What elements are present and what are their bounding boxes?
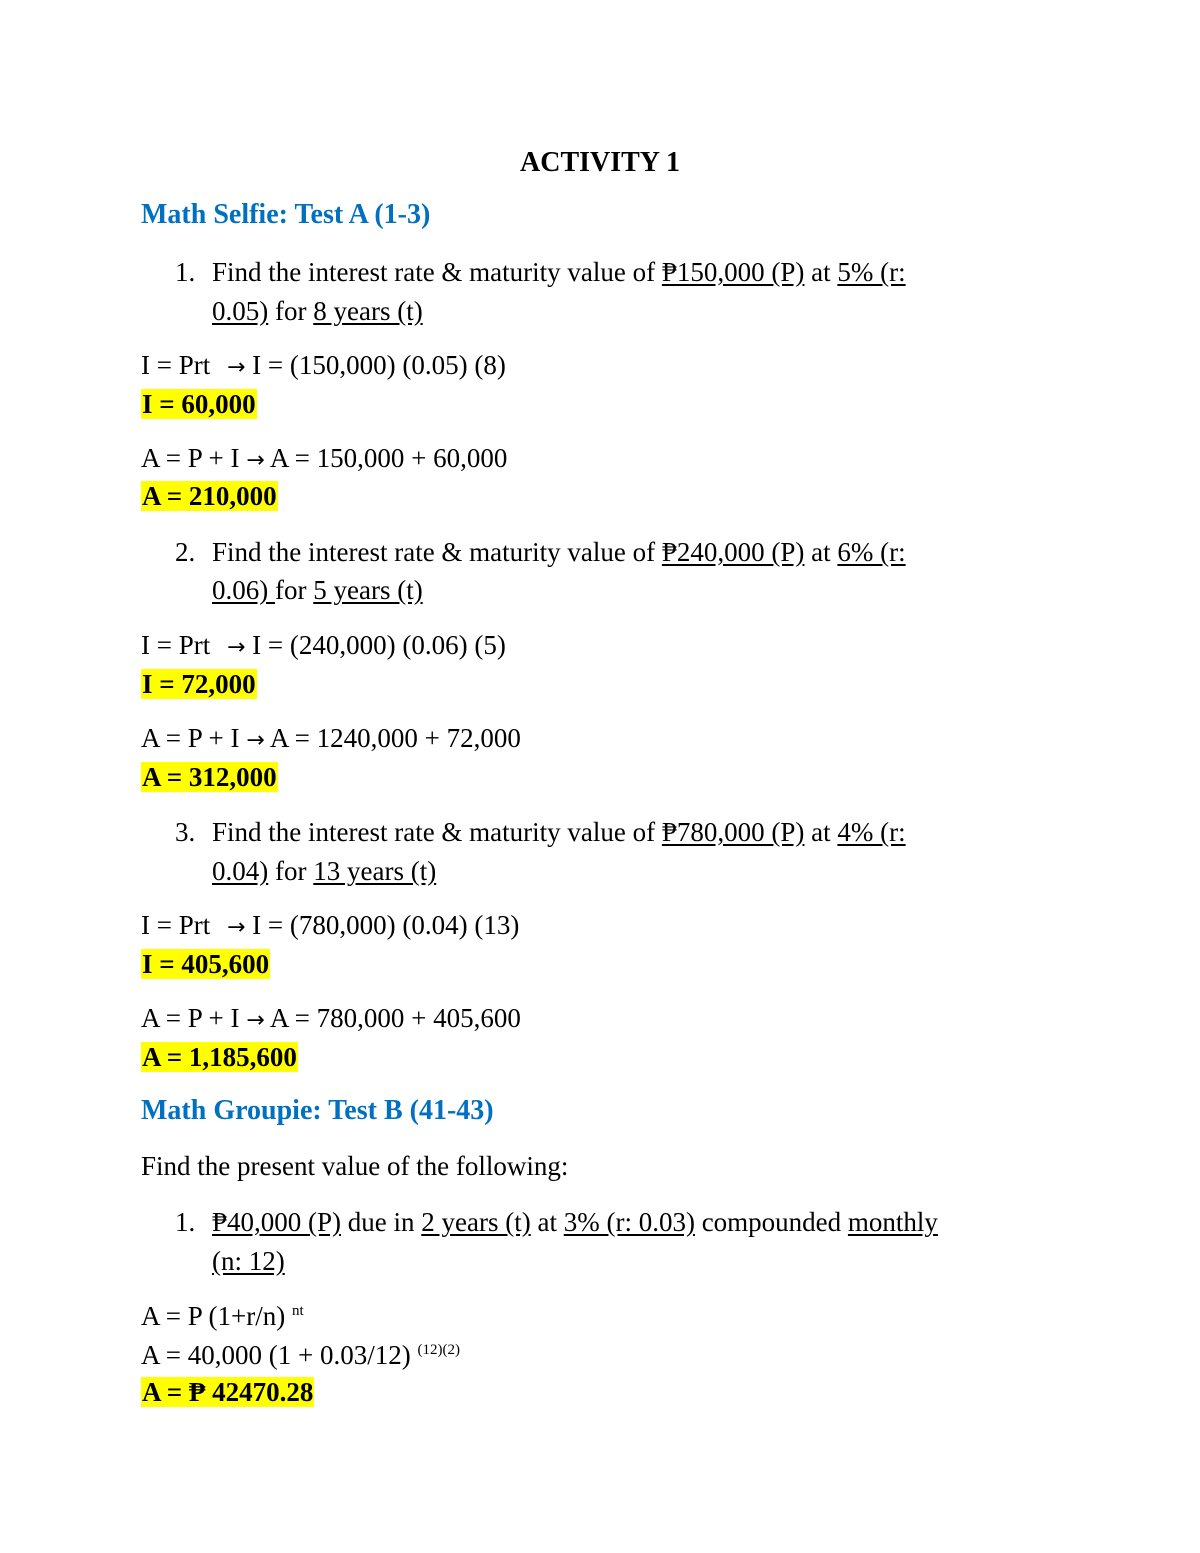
amount-formula: A = P + I	[141, 443, 240, 473]
problem-statement-line2	[212, 572, 423, 608]
highlighted-answer: A = 312,000	[142, 762, 277, 792]
problem-statement-line1	[212, 254, 906, 290]
interest-result	[141, 946, 270, 982]
time-value: 8 years (t)	[313, 296, 423, 326]
highlighted-answer: I = 72,000	[142, 669, 256, 699]
amount-formula: A = P + I	[141, 723, 240, 753]
rate-decimal: 0.05)	[212, 296, 269, 326]
highlighted-answer: A = 1,185,600	[142, 1042, 297, 1072]
amount-calculation	[141, 440, 507, 479]
interest-formula: I = Prt	[141, 350, 211, 380]
problem-number: 3.	[175, 817, 196, 847]
calc-base: A = 40,000 (1 + 0.03/12)	[141, 1340, 418, 1370]
calc-exponent: (12)(2)	[417, 1342, 460, 1358]
problem-statement-line1	[212, 814, 906, 850]
frequency-value: monthly	[847, 1207, 938, 1237]
problem-text: Find the interest rate & maturity value of	[212, 537, 662, 567]
problem-number: 2.	[175, 537, 196, 567]
principal-value: ₱780,000 (P)	[661, 817, 805, 847]
arrow-right-icon: →	[246, 448, 265, 473]
problem-number: 1.	[175, 257, 196, 287]
formula-exponent: nt	[291, 1303, 304, 1319]
problem-statement-line2	[212, 853, 436, 889]
interest-calculation	[141, 907, 519, 946]
problem-text: due in	[341, 1207, 422, 1237]
arrow-right-icon: →	[246, 1008, 265, 1033]
arrow-right-icon: →	[226, 915, 246, 940]
problem-text: for	[268, 856, 314, 886]
problem-text: at	[804, 817, 838, 847]
problem-statement-line1	[212, 1204, 938, 1240]
compound-result	[141, 1374, 314, 1410]
amount-calculation	[141, 720, 521, 759]
interest-calculation	[141, 627, 506, 666]
highlighted-answer: I = 405,600	[142, 949, 270, 979]
amount-result	[141, 1039, 298, 1075]
document-title: ACTIVITY 1	[520, 147, 680, 178]
arrow-right-icon: →	[246, 728, 265, 753]
interest-calc: I = (240,000) (0.06) (5)	[252, 630, 506, 660]
rate-value: 5% (r:	[837, 257, 906, 287]
interest-result	[141, 386, 257, 422]
problem-number: 1.	[175, 1207, 196, 1237]
principal-value: ₱150,000 (P)	[661, 257, 805, 287]
rate-value: 4% (r:	[837, 817, 906, 847]
time-value: 13 years (t)	[313, 856, 437, 886]
problem-text: compounded	[694, 1207, 848, 1237]
interest-calculation	[141, 347, 506, 386]
highlighted-answer: A = ₱ 42470.28	[142, 1377, 314, 1407]
problem-statement-line1	[212, 534, 906, 570]
amount-calc: A = 150,000 + 60,000	[269, 443, 508, 473]
interest-calc: I = (780,000) (0.04) (13)	[252, 910, 520, 940]
problem-text: Find the interest rate & maturity value of	[212, 817, 662, 847]
arrow-right-icon: →	[226, 635, 246, 660]
section-a-heading: Math Selfie: Test A (1-3)	[141, 199, 431, 230]
interest-calc: I = (150,000) (0.05) (8)	[252, 350, 506, 380]
amount-result	[141, 759, 278, 795]
arrow-right-icon: →	[226, 355, 246, 380]
principal-value: ₱240,000 (P)	[661, 537, 805, 567]
section-b-instruction: Find the present value of the following:	[141, 1151, 569, 1181]
problem-text: for	[275, 575, 314, 605]
rate-value: 6% (r:	[837, 537, 906, 567]
rate-value: 3% (r: 0.03)	[563, 1207, 695, 1237]
interest-result	[141, 666, 257, 702]
interest-formula: I = Prt	[141, 910, 211, 940]
compound-calculation	[141, 1337, 460, 1373]
problem-statement-line2	[212, 293, 423, 329]
principal-value: ₱40,000 (P)	[212, 1207, 342, 1237]
problem-text: Find the interest rate & maturity value of	[212, 257, 662, 287]
n-value: (n: 12)	[212, 1246, 285, 1276]
problem-text: at	[530, 1207, 564, 1237]
problem-text: at	[804, 257, 838, 287]
interest-formula: I = Prt	[141, 630, 211, 660]
amount-calc: A = 780,000 + 405,600	[269, 1003, 521, 1033]
highlighted-answer: A = 210,000	[142, 481, 277, 511]
problem-text: for	[268, 296, 314, 326]
problem-text: at	[804, 537, 838, 567]
amount-calculation	[141, 1000, 521, 1039]
formula-base: A = P (1+r/n)	[141, 1301, 292, 1331]
compound-formula	[141, 1298, 304, 1334]
amount-calc: A = 1240,000 + 72,000	[269, 723, 521, 753]
rate-decimal: 0.04)	[212, 856, 269, 886]
time-value: 2 years (t)	[421, 1207, 531, 1237]
amount-result	[141, 478, 278, 514]
time-value: 5 years (t)	[313, 575, 423, 605]
highlighted-answer: I = 60,000	[142, 389, 256, 419]
rate-decimal: 0.06)	[212, 575, 275, 605]
amount-formula: A = P + I	[141, 1003, 240, 1033]
section-b-heading: Math Groupie: Test B (41-43)	[141, 1095, 494, 1126]
problem-statement-line2	[212, 1243, 285, 1279]
